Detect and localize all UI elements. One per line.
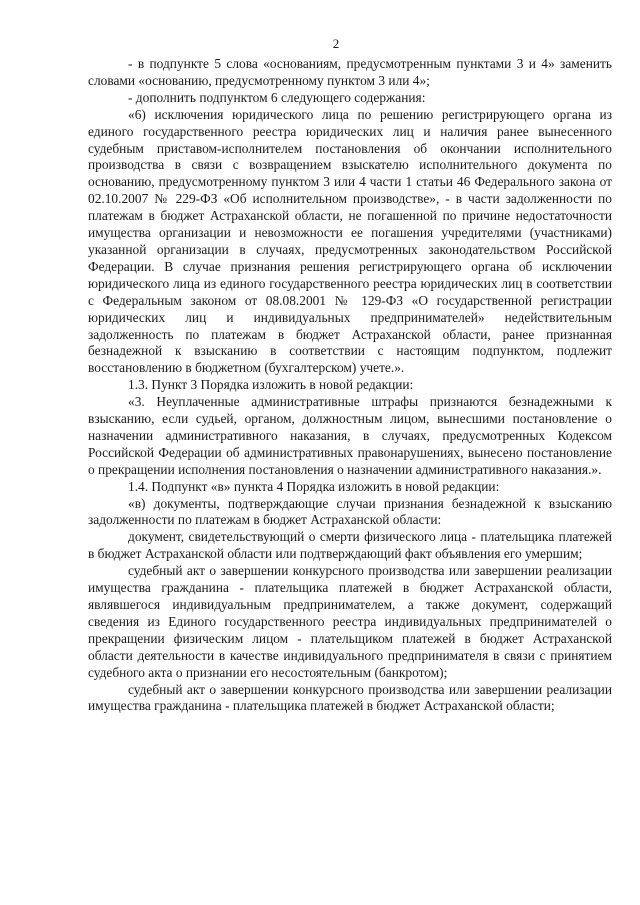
document-body (88, 56, 612, 715)
paragraph-bankruptcy-citizen: судебный акт о завершении конкурсного производства или завершении реализации имущества гражданина - плательщика платежей в бюджет Астраханской области; (88, 681, 612, 714)
paragraph-subpoint-5-amendment: - в подпункте 5 слова «основаниям, предусмотренным пунктами 3 и 4» заменить словами «основанию, предусмотренному пунктом 3 или 4»; (88, 56, 612, 88)
paragraph-subpoint-v-intro: «в) документы, подтверждающие случаи признания безнадежной к взысканию задолженности по платежам в бюджет Астраханской области: (88, 495, 612, 528)
paragraph-subpoint-6-text: «6) исключения юридического лица по решению регистрирующего органа из единого государственного реестра юридических лиц и наличия ранее вынесенного судебным приставом-исполнителем постановления об окончании исполнительного производства в связи с возвращением взыскателю исполнительного документа по основанию, предусмотренному пунктом 3 или 4 части 1 статьи 46 Федерального закона от 02.10.2007 № 229-ФЗ «Об исполнительном производстве», - в части задолженности по платежам в бюджет Астраханской области, не погашенной по причине недостаточности имущества организации и невозможности ее погашения учредителями (участниками) указанной организации в случаях, предусмотренных законодательством Российской Федерации. В случае признания решения регистрирующего органа об исключении юридического лица из единого государственного реестра юридических лиц в соответствии с Федеральным законом от 08.08.2001 № 129-ФЗ «О государственной регистрации юридических лиц и индивидуальных предпринимателей» недействительным задолженность по платежам в бюджет Астраханской области, ранее признанная безнадежной к взысканию в соответствии с настоящим подпунктом, подлежит восстановлению в бюджетном (бухгалтерском) учете.». (88, 106, 612, 376)
paragraph-death-document: документ, свидетельствующий о смерти физического лица - плательщика платежей в бюджет Астраханской области или подтверждающий факт объявления его умершим; (88, 529, 612, 562)
paragraph-add-subpoint-6: - дополнить подпунктом 6 следующего содержания: (128, 89, 426, 105)
paragraph-point-3-text: «3. Неуплаченные административные штрафы признаются безнадежными к взысканию, если судьей, органом, должностным лицом, вынесшими постановление о назначении административного наказания, в случаях, предусмотренных Кодексом Российской Федерации об административных правонарушениях, вынесено постановление о прекращении исполнения постановления о назначении административного наказания.». (88, 394, 612, 477)
paragraph-item-1-3: 1.3. Пункт 3 Порядка изложить в новой редакции: (128, 377, 414, 393)
paragraph-bankruptcy-entrepreneur: судебный акт о завершении конкурсного производства или завершении реализации имущества гражданина - плательщика платежей в бюджет Астраханской области, являвшегося индивидуальным предпринимателем, а также документ, содержащий сведения из Единого государственного реестра индивидуальных предпринимателей о прекращении физическим лицом - плательщиком платежей в бюджет Астраханской области деятельности в качестве индивидуального предпринимателя в связи с принятием судебного акта о признании его несостоятельным (банкротом); (88, 563, 612, 680)
paragraph-item-1-4: 1.4. Подпункт «в» пункта 4 Порядка изложить в новой редакции: (128, 478, 500, 494)
page-number: 2 (332, 36, 340, 51)
